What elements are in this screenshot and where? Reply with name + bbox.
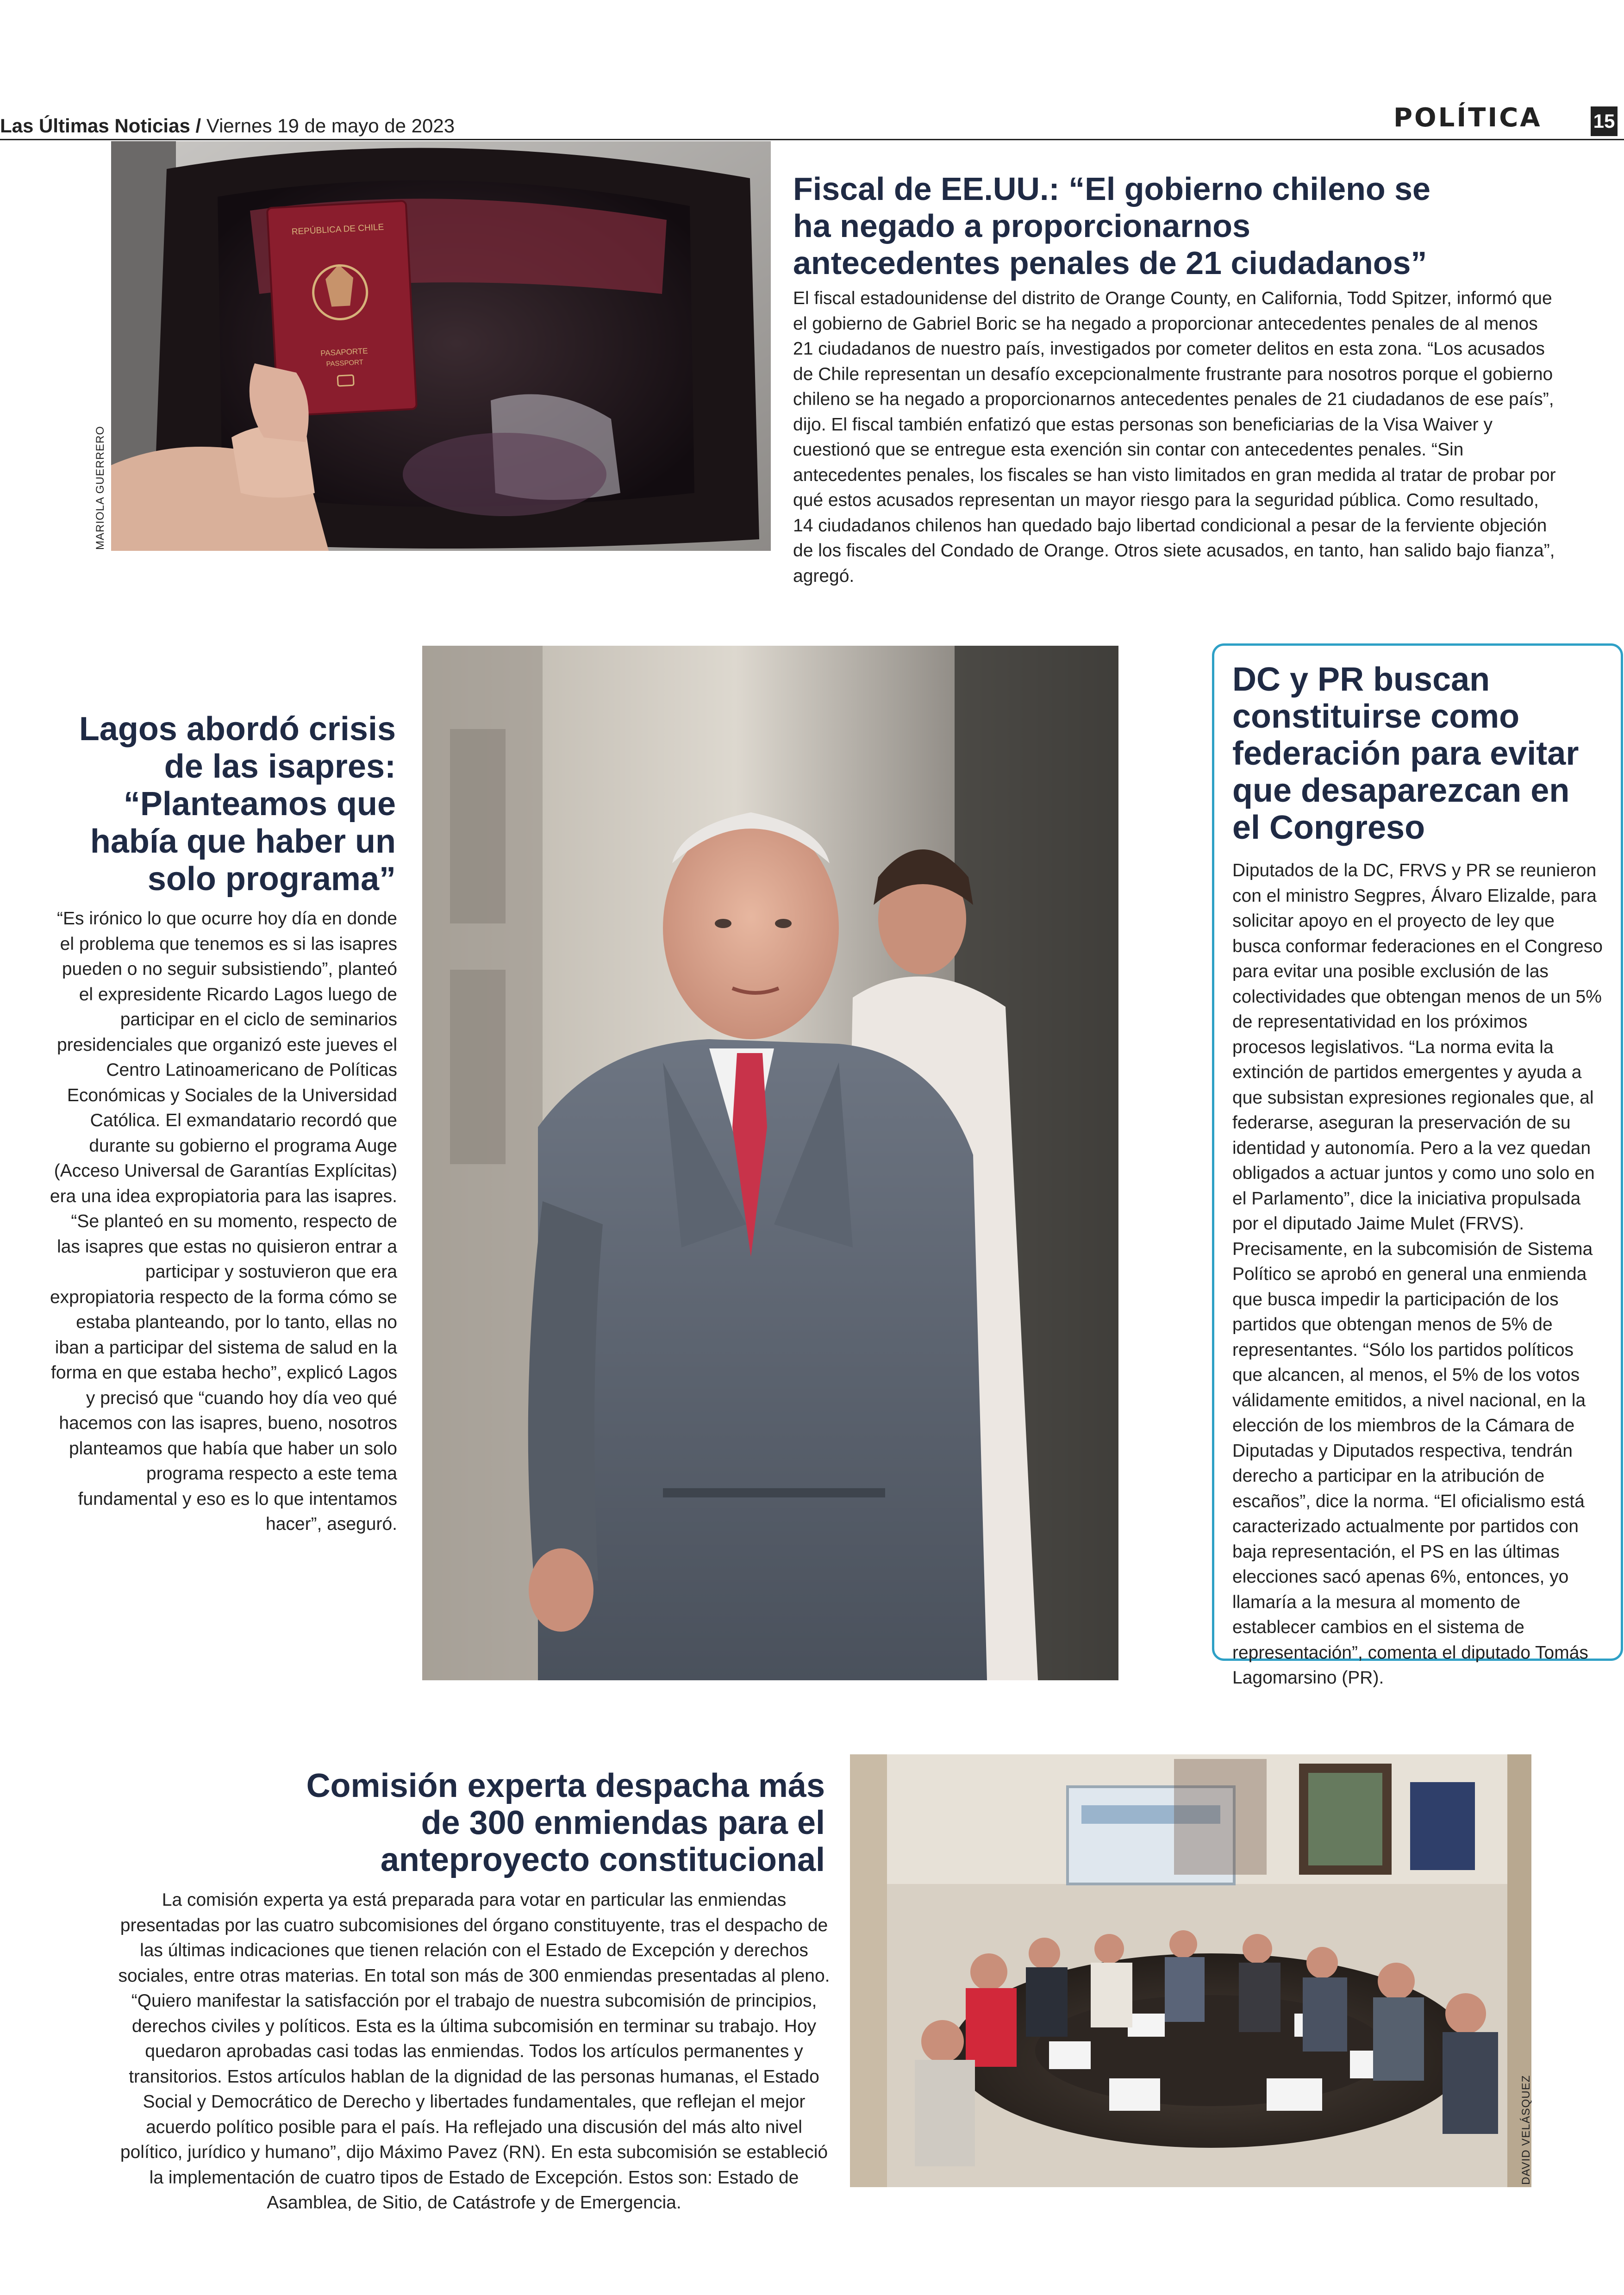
article-body: Diputados de la DC, FRVS y PR se reunieron con el ministro Segpres, Álvaro Elizalde, para solicitar apoyo en el proyecto de ley que busca conformar federaciones en el Congreso para evitar una posible exclusión de las colectividades que obtengan menos de un 5% de representatividad en los próximos procesos legislativos. “La norma evita la extinción de partidos emergentes y ayuda a que subsistan expresiones regionales que, al federarse, aseguran la preservación de su identidad y autonomía. Pero a la vez quedan obligados a actuar juntos y como uno solo en el Parlamento”, dice la iniciativa propulsada por el diputado Jaime Mulet (FRVS). Precisamente, en la subcomisión de Sistema Político se aprobó en general una enmienda que busca impedir la participación de los partidos que obtengan menos de 5% de representantes. “Sólo los partidos políticos que alcancen, al menos, el 5% de los votos válidamente emitidos, a nivel nacional, en la elección de los miembros de la Cámara de Diputadas y Diputados respectiva, tendrán derecho a participar en la atribución de escaños”, dice la norma. “El oficialismo está caracterizado actualmente por partidos con baja representación, el PS en las últimas elecciones sacó apenas 6%, entonces, yo llamaría a la mesura al momento de establecer cambios en el sistema de representación”, comenta el diputado Tomás Lagomarsino (PR).	[1232, 861, 1603, 1688]
article-headline: Lagos abordó crisis de las isapres: “Planteamos que había que haber un solo programa”	[79, 711, 396, 898]
passport-label-es: PASAPORTE	[320, 346, 369, 358]
header-rule	[0, 139, 1624, 140]
article-body: La comisión experta ya está preparada para votar en particular las enmiendas presentadas por las cuatro subcomisiones del órgano constituyente, tras el despacho de las últimas indicaciones que tienen relación con el Estado de Excepción y derechos sociales, entre otras materias. En total son más de 300 enmiendas presentadas al pleno. “Quiero manifestar la satisfacción por el trabajo de nuestra subcomisión de principios, derechos civiles y políticos. Esta es la última subcomisión en terminar su trabajo. Hoy quedaron aprobadas casi todas las enmiendas. Todos los artículos permanentes y transitorios. Estos artículos hablan de la dignidad de las personas humanas, el Estado Social y Democrático de Derecho y libertades fundamentales, que reflejan el mejor acuerdo político posible para el país. Ha reflejado una discusión del más alto nivel político, jurídico y humano”, dijo Máximo Pavez (RN). En esta subcomisión se estableció la implementación de cuatro tipos de Estado de Excepción. Estos son: Estado de Asamblea, de Sitio, de Catástrofe y de Emergencia.	[118, 1890, 830, 2213]
article-headline: Comisión experta despacha más de 300 enmiendas para el anteproyecto constitucional	[306, 1767, 825, 1878]
photo-credit: DAVID VELÁSQUEZ	[1520, 2075, 1532, 2185]
passport-label-en: PASSPORT	[326, 358, 364, 368]
photo-credit: MARIOLA GUERRERO	[94, 425, 106, 550]
page-number: 15	[1591, 106, 1618, 136]
section-label: POLÍTICA	[1393, 103, 1542, 133]
newspaper-name: Las Últimas Noticias /	[0, 115, 201, 137]
article-headline: Fiscal de EE.UU.: “El gobierno chileno se ha negado a proporcionarnos antecedentes penales de 21 ciudadanos”	[793, 171, 1430, 281]
article-headline: DC y PR buscan constituirse como federación para evitar que desaparezcan en el Congreso	[1232, 661, 1579, 846]
ricardo-lagos-photo	[422, 646, 1118, 1680]
page-header	[0, 115, 455, 137]
article-body: El fiscal estadounidense del distrito de Orange County, en California, Todd Spitzer, informó que el gobierno de Gabriel Boric se ha negado a proporcionar antecedentes penales de al menos 21 ciudadanos de nuestro país, investigados por cometer delitos en esta zona. “Los acusados de Chile representan un desafío excepcionalmente frustrante para nosotros porque el gobierno chileno se ha negado a proporcionarnos antecedentes penales de 21 ciudadanos de ese país”, dijo. El fiscal también enfatizó que estas personas son beneficiarias de la Visa Waiver y cuestionó que se entregue esta exención sin contar con antecedentes penales. “Sin antecedentes penales, los fiscales se han visto limitados en gran medida al tratar de probar por qué estos acusados representan un mayor riesgo para la seguridad pública. Como resultado, 14 ciudadanos chilenos han quedado bajo libertad condicional a pesar de la ferviente objeción de los fiscales del Condado de Orange. Otros siete acusados, en tanto, han salido bajo fianza”, agregó.	[793, 288, 1556, 586]
passport-photo	[111, 141, 771, 551]
passport-country-text: REPÚBLICA DE CHILE	[291, 222, 384, 237]
commission-meeting-photo	[850, 1754, 1531, 2187]
article-body: “Es irónico lo que ocurre hoy día en donde el problema que tenemos es si las isapres pueden o no seguir subsistiendo”, planteó el expresidente Ricardo Lagos luego de participar en el ciclo de seminarios presidenciales que organizó este jueves el Centro Latinoamericano de Políticas Económicas y Sociales de la Universidad Católica. El exmandatario recordó que durante su gobierno el programa Auge (Acceso Universal de Garantías Explícitas) era una idea expropiatoria para las isapres. “Se planteó en su momento, respecto de las isapres que estas no quisieron entrar a participar y sostuvieron que era expropiatoria respecto de la forma cómo se estaba planteando, por lo tanto, ellas no iban a participar del sistema de salud en la forma en que estaba hecho”, explicó Lagos y precisó que “cuando hoy día veo qué hacemos con las isapres, bueno, nosotros planteamos que había que haber un solo programa respecto a este tema fundamental y eso es lo que intentamos hacer”, aseguró.	[50, 909, 397, 1534]
issue-date: Viernes 19 de mayo de 2023	[206, 115, 455, 137]
